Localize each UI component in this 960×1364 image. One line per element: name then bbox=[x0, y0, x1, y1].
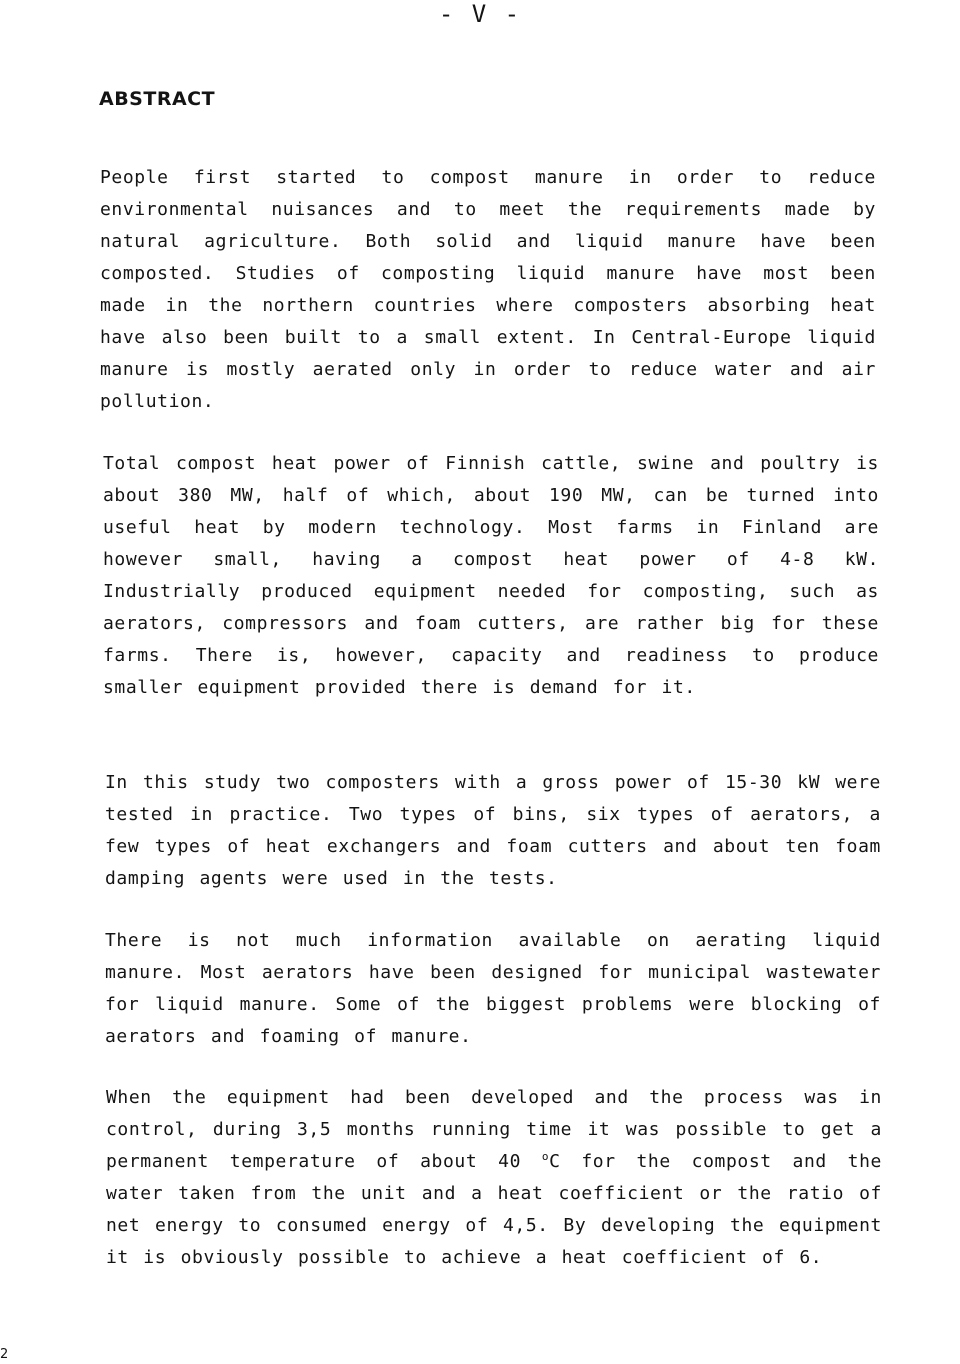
paragraph-5-text-end: C for the compost and the water taken from the unit and a heat coefficient or the ratio of net energy to consumed energy of 4,5. By developing the equipment it is obviously possible to achieve a heat coefficient of 6. bbox=[106, 1151, 882, 1268]
paragraph-5-text-start: When the equipment had been developed and the process was in control, during 3,5 months running time it was possible to get a permanent temperature of about 40 bbox=[106, 1087, 882, 1172]
abstract-heading: ABSTRACT bbox=[99, 88, 216, 110]
degree-symbol: o bbox=[541, 1150, 550, 1163]
abstract-paragraph-3: In this study two composters with a gross power of 15-30 kW were tested in practice. Two types of bins, six types of aerators, a few types of heat exchangers and foam cutters and about ten foam damping agents were used in the tests. bbox=[105, 772, 881, 889]
page-number: - V - bbox=[438, 0, 522, 28]
margin-page-marker: 2 bbox=[0, 1347, 9, 1362]
abstract-paragraph-2: Total compost heat power of Finnish cattle, swine and poultry is about 380 MW, half of which, about 190 MW, can be turned into useful heat by modern technology. Most farms in Finland are however small, having a compost heat power of 4-8 kW. Industrially produced equipment needed for composting, such as aerators, compressors and foam cutters, are rather big for these farms. There is, however, capacity and readiness to produce smaller equipment provided there is demand for it. bbox=[103, 453, 879, 698]
abstract-paragraph-4: There is not much information available on aerating liquid manure. Most aerators have been designed for municipal wastewater for liquid manure. Some of the biggest problems were blocking of aerators and foaming of manure. bbox=[105, 930, 881, 1047]
abstract-paragraph-1: People first started to compost manure in order to reduce environmental nuisances and to meet the requirements made by natural agriculture. Both solid and liquid manure have been composted. Studies of composting liquid manure have most been made in the northern countries where composters absorbing heat have also been built to a small extent. In Central-Europe liquid manure is mostly aerated only in order to reduce water and air pollution. bbox=[100, 167, 876, 412]
abstract-paragraph-5 bbox=[106, 1082, 882, 1274]
